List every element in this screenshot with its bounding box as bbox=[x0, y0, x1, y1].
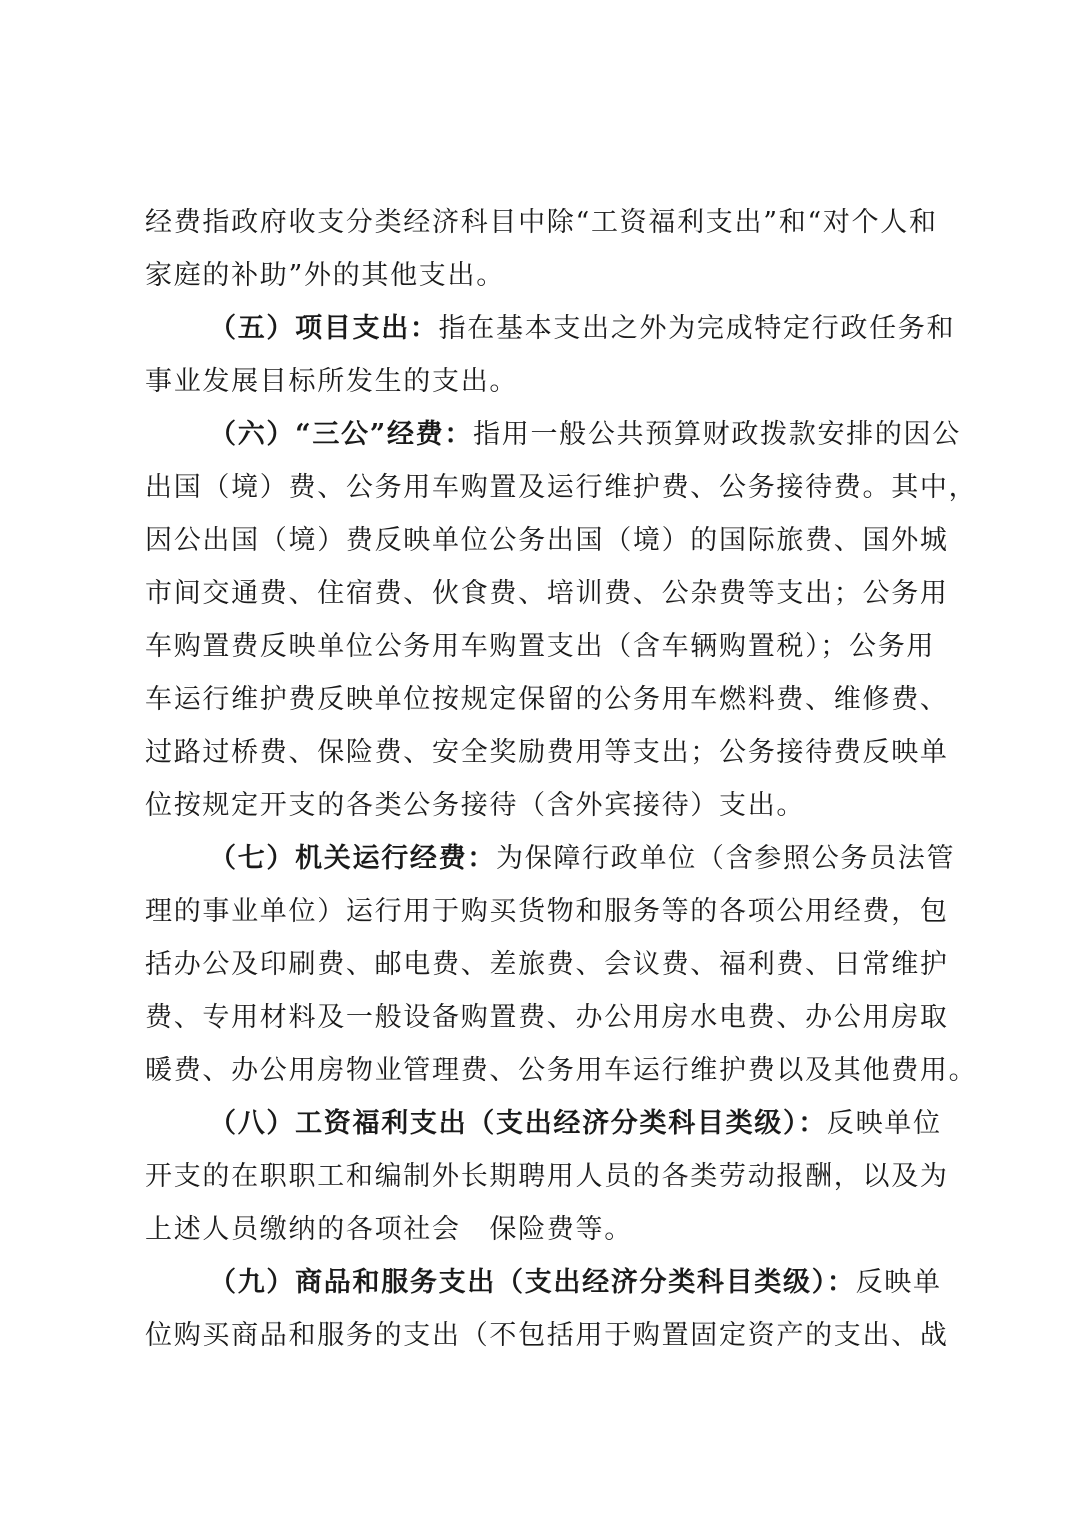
text-line bbox=[145, 779, 945, 832]
text-line bbox=[145, 1309, 949, 1362]
line-text: 指用一般公共预算财政拨款安排的因公 bbox=[473, 419, 961, 450]
line-text: 费、专用材料及一般设备购置费、办公用房水电费、办公用房取 bbox=[145, 1002, 949, 1033]
section-5-heading-line bbox=[145, 302, 956, 355]
text-line bbox=[145, 249, 945, 302]
line-text: 过路过桥费、保险费、安全奖励费用等支出；公务接待费反映单 bbox=[145, 737, 949, 768]
line-text: 位购买商品和服务的支出（不包括用于购置固定资产的支出、战 bbox=[145, 1320, 949, 1351]
section-7-heading-line bbox=[145, 832, 956, 885]
line-text: 反映单 bbox=[855, 1267, 942, 1298]
text-line bbox=[145, 991, 949, 1044]
text-line bbox=[145, 514, 949, 567]
text-line bbox=[145, 673, 949, 726]
section-9-heading-line bbox=[145, 1256, 945, 1309]
line-text: 车购置费反映单位公务用车购置支出（含车辆购置税）；公务用 bbox=[145, 631, 936, 662]
line-text: 市间交通费、住宿费、伙食费、培训费、公杂费等支出；公务用 bbox=[145, 578, 949, 609]
line-text: 为保障行政单位（含参照公务员法管 bbox=[496, 843, 956, 874]
text-line bbox=[145, 620, 945, 673]
text-line bbox=[145, 1203, 945, 1256]
section-heading: （五）项目支出： bbox=[209, 313, 439, 344]
text-line bbox=[145, 567, 949, 620]
line-text: 暖费、办公用房物业管理费、公务用车运行维护费以及其他费用。 bbox=[145, 1055, 978, 1086]
line-text: 位按规定开支的各类公务接待（含外宾接待）支出。 bbox=[145, 790, 806, 821]
text-line bbox=[145, 196, 945, 249]
line-text: 开支的在职职工和编制外长期聘用人员的各类劳动报酬，以及为 bbox=[145, 1161, 949, 1192]
body-text bbox=[145, 196, 978, 1362]
line-text: 指在基本支出之外为完成特定行政任务和 bbox=[438, 313, 956, 344]
text-line bbox=[145, 355, 945, 408]
line-text: 经费指政府收支分类经济科目中除“工资福利支出”和“对个人和 bbox=[145, 207, 938, 238]
section-6-heading-line bbox=[145, 408, 961, 461]
text-line bbox=[145, 726, 949, 779]
line-text: 事业发展目标所发生的支出。 bbox=[145, 366, 519, 397]
section-heading: （九）商品和服务支出（支出经济分类科目类级）： bbox=[209, 1267, 856, 1298]
section-heading: （八）工资福利支出（支出经济分类科目类级）： bbox=[209, 1108, 827, 1139]
section-heading: （七）机关运行经费： bbox=[209, 843, 496, 874]
section-heading: （六）“三公”经费： bbox=[209, 419, 474, 450]
line-text: 因公出国（境）费反映单位公务出国（境）的国际旅费、国外城 bbox=[145, 525, 949, 556]
line-text: 反映单位 bbox=[826, 1108, 942, 1139]
line-text: 出国（境）费、公务用车购置及运行维护费、公务接待费。其中， bbox=[145, 472, 978, 503]
line-text: 括办公及印刷费、邮电费、差旅费、会议费、福利费、日常维护 bbox=[145, 949, 949, 980]
text-line bbox=[145, 1150, 949, 1203]
line-text: 家庭的补助”外的其他支出。 bbox=[145, 260, 505, 291]
text-line bbox=[145, 885, 949, 938]
text-line bbox=[145, 461, 978, 514]
line-text: 理的事业单位）运行用于购买货物和服务等的各项公用经费，包 bbox=[145, 896, 949, 927]
line-text: 车运行维护费反映单位按规定保留的公务用车燃料费、维修费、 bbox=[145, 684, 949, 715]
section-8-heading-line bbox=[145, 1097, 945, 1150]
text-line bbox=[145, 1044, 978, 1097]
line-text: 上述人员缴纳的各项社会 保险费等。 bbox=[145, 1214, 633, 1245]
text-line bbox=[145, 938, 949, 991]
